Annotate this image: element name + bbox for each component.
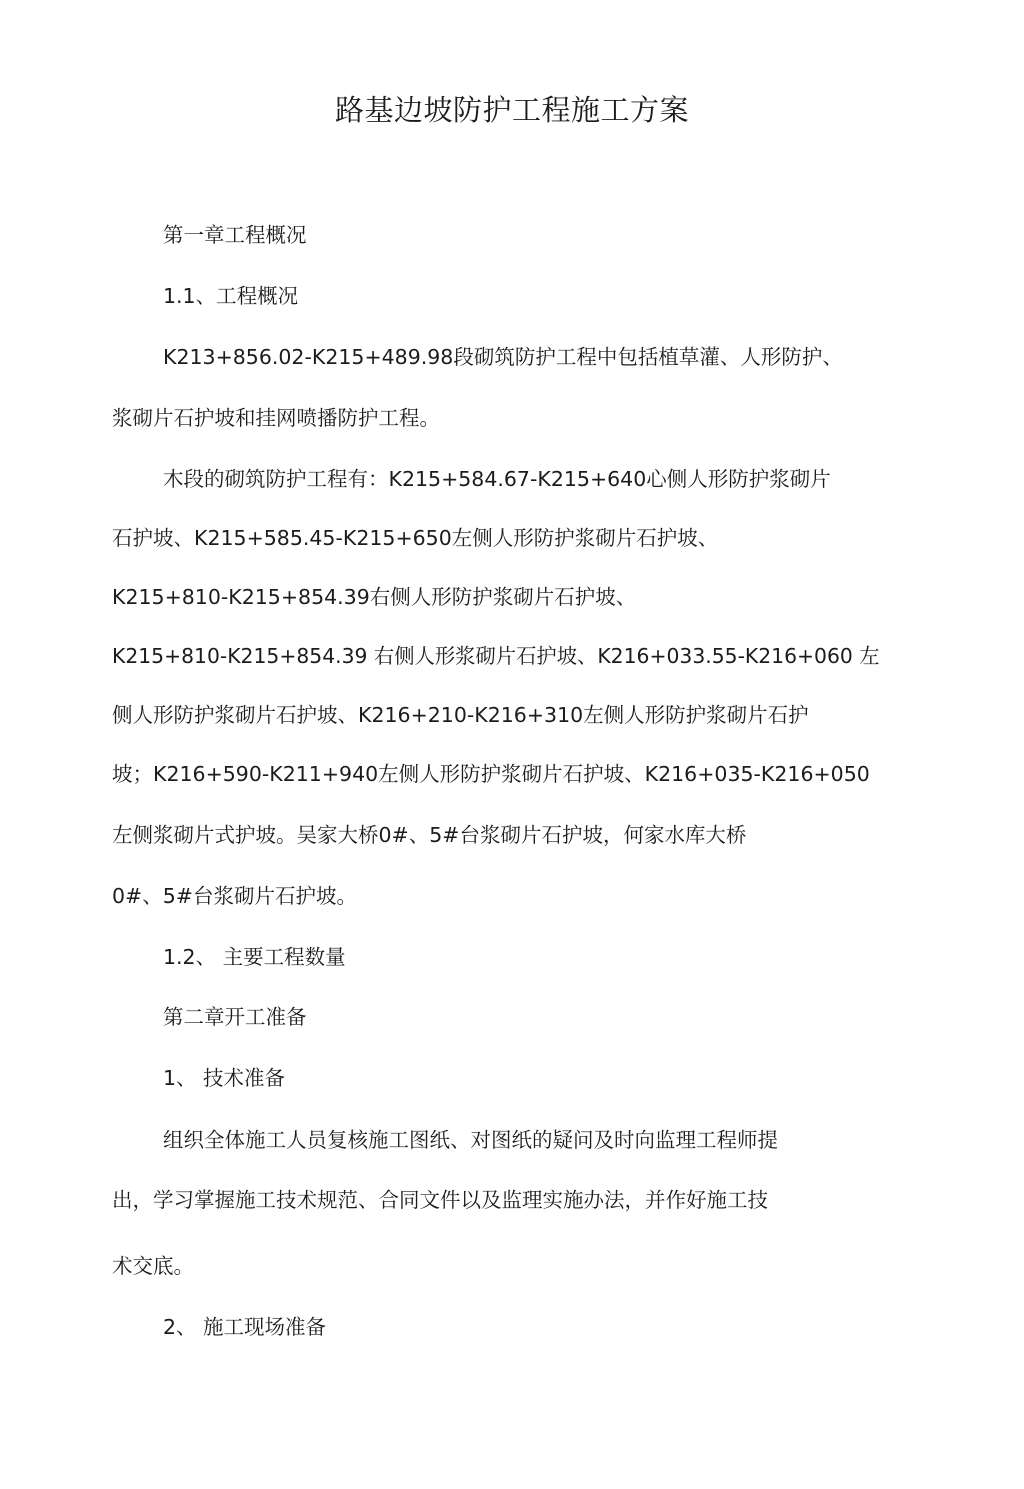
paragraph-line: 石护坡、K215+585.45-K215+650左侧人形防护浆砌片石护坡、 <box>112 526 719 550</box>
paragraph-line: 侧人形防护浆砌片石护坡、K216+210-K216+310左侧人形防护浆砌片石护 <box>112 703 809 727</box>
section-heading: 2、 施工现场准备 <box>163 1315 327 1339</box>
section-heading: 1、 技术准备 <box>163 1066 286 1090</box>
chapter-heading: 第一章工程概况 <box>163 223 307 247</box>
paragraph-line: 0#、5#台浆砌片石护坡。 <box>112 884 357 908</box>
document-title: 路基边坡防护工程施工方案 <box>334 93 689 127</box>
chapter-heading: 第二章开工准备 <box>163 1005 307 1029</box>
paragraph-line: K213+856.02-K215+489.98段砌筑防护工程中包括植草灌、人形防护、 <box>163 345 843 369</box>
paragraph-line: K215+810-K215+854.39右侧人形防护浆砌片石护坡、 <box>112 585 637 609</box>
paragraph-line: K215+810-K215+854.39 右侧人形浆砌片石护坡、K216+033.55-K216+060 左 <box>112 644 880 668</box>
paragraph-line: 术交底。 <box>112 1254 194 1278</box>
paragraph-line: 坡；K216+590-K211+940左侧人形防护浆砌片石护坡、K216+035-K216+050 <box>112 762 870 786</box>
paragraph-line: 组织全体施工人员复核施工图纸、对图纸的疑问及时向监理工程师提 <box>163 1128 778 1152</box>
section-heading: 1.1、工程概况 <box>163 284 299 308</box>
section-heading: 1.2、 主要工程数量 <box>163 945 346 969</box>
paragraph-line: 出，学习掌握施工技术规范、合同文件以及监理实施办法，并作好施工技 <box>112 1188 768 1212</box>
paragraph-line: 浆砌片石护坡和挂网喷播防护工程。 <box>112 406 440 430</box>
paragraph-line: 木段的砌筑防护工程有：K215+584.67-K215+640心侧人形防护浆砌片 <box>163 467 831 491</box>
paragraph-line: 左侧浆砌片式护坡。吴家大桥0#、5#台浆砌片石护坡，何家水库大桥 <box>112 823 747 847</box>
